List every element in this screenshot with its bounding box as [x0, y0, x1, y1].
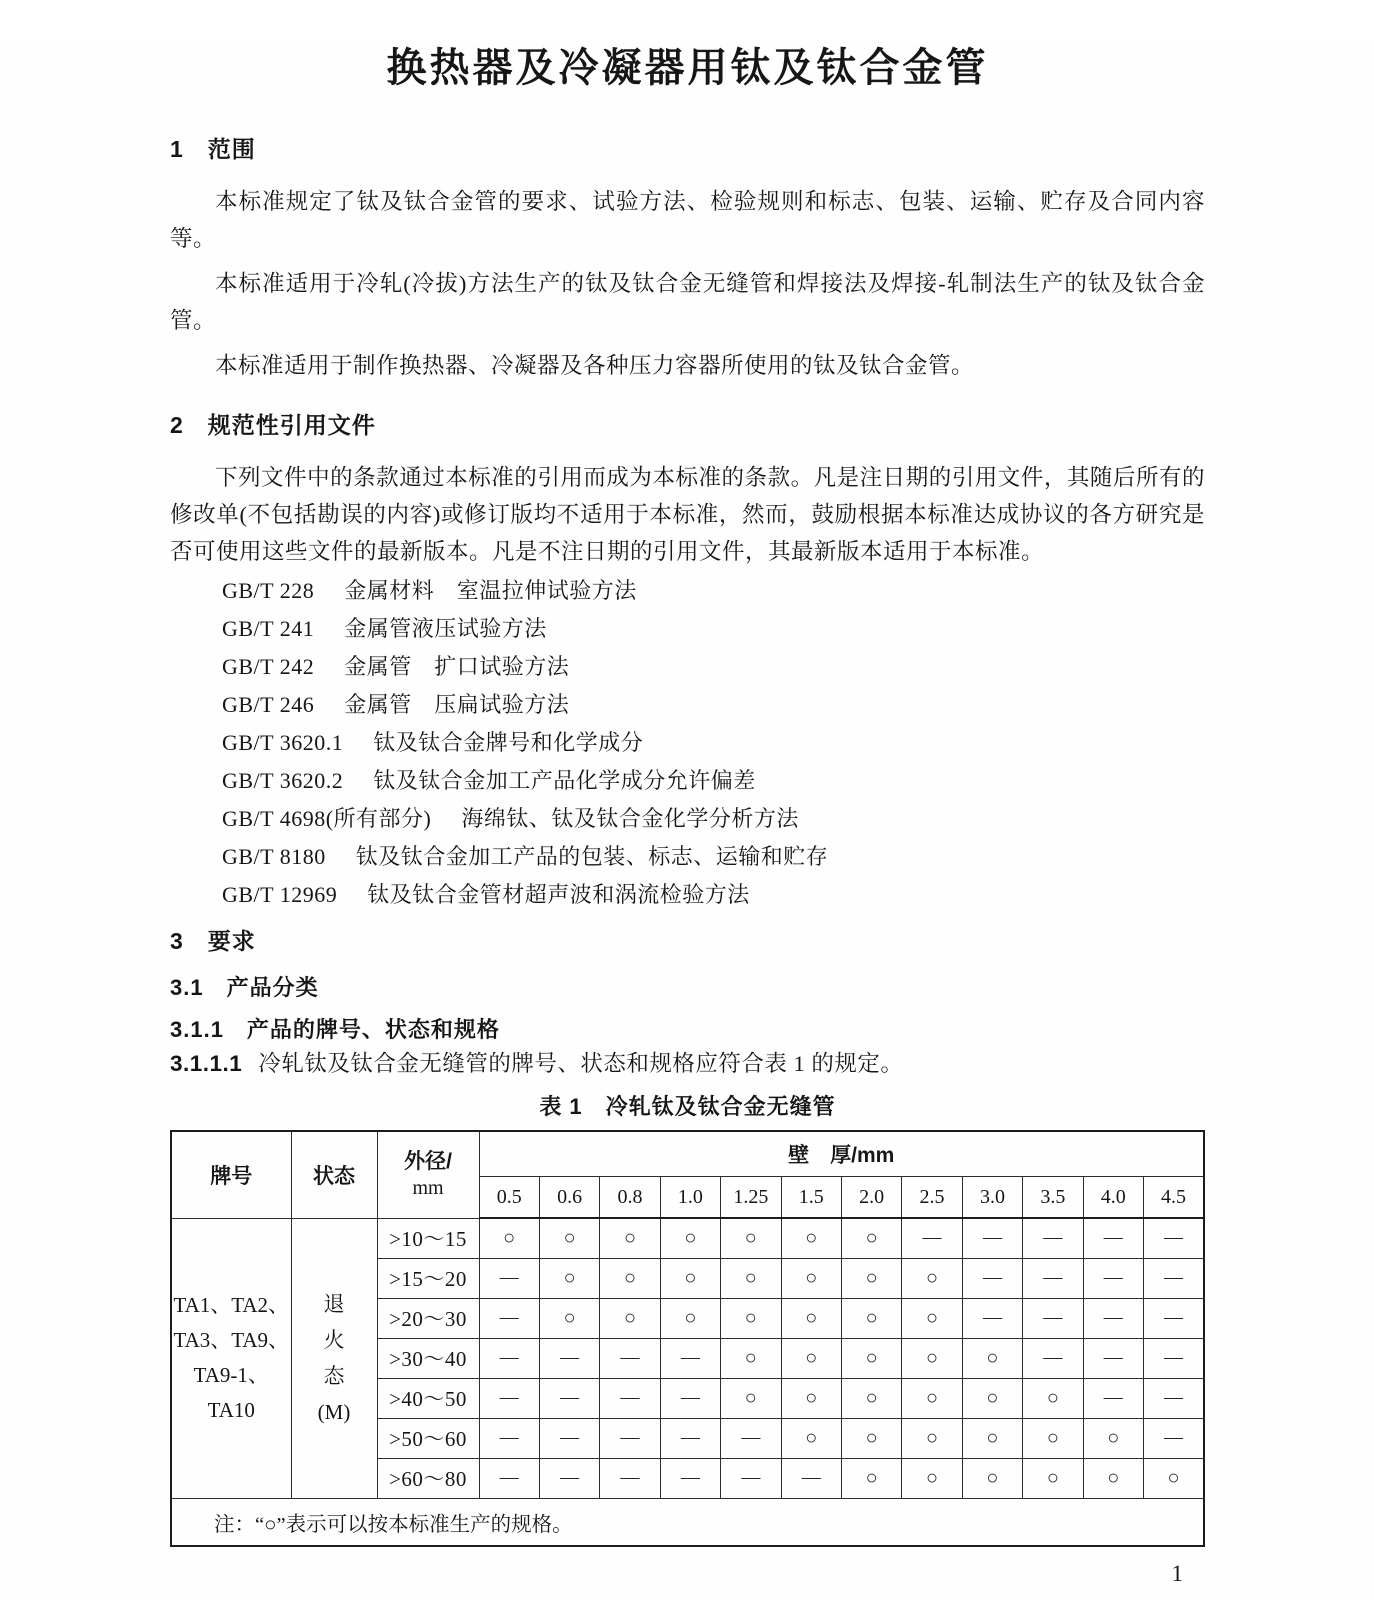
unavailable-mark-cell: — [1143, 1298, 1204, 1338]
available-mark-cell: ○ [600, 1218, 660, 1258]
od-range-cell: >50～60 [377, 1418, 479, 1458]
od-range-cell: >20～30 [377, 1298, 479, 1338]
unavailable-mark-cell: — [902, 1218, 962, 1258]
section-3-1-heading: 3.1 产品分类 [170, 975, 319, 1000]
thickness-column-header: 1.0 [660, 1177, 720, 1219]
thickness-column-header: 4.5 [1143, 1177, 1204, 1219]
od-range-cell: >30～40 [377, 1338, 479, 1378]
available-mark-cell: ○ [841, 1298, 901, 1338]
available-mark-cell: ○ [660, 1218, 720, 1258]
reference-title: 金属管液压试验方法 [344, 616, 547, 641]
available-mark-cell: ○ [660, 1258, 720, 1298]
table-1-body [171, 1218, 1204, 1498]
thickness-column-header: 2.0 [841, 1177, 901, 1219]
reference-title: 钛及钛合金加工产品的包装、标志、运输和贮存 [355, 844, 829, 869]
available-mark-cell: ○ [962, 1418, 1022, 1458]
unavailable-mark-cell: — [479, 1418, 539, 1458]
page-content [170, 42, 1205, 1589]
unavailable-mark-cell: — [539, 1458, 599, 1498]
available-mark-cell: ○ [781, 1338, 841, 1378]
unavailable-mark-cell: — [660, 1418, 720, 1458]
available-mark-cell: ○ [600, 1298, 660, 1338]
table-1 [170, 1130, 1205, 1547]
available-mark-cell: ○ [781, 1218, 841, 1258]
available-mark-cell: ○ [781, 1258, 841, 1298]
section-1-heading: 1 范围 [170, 136, 256, 162]
unavailable-mark-cell: — [479, 1378, 539, 1418]
unavailable-mark-cell: — [1143, 1418, 1204, 1458]
od-range-cell: >60～80 [377, 1458, 479, 1498]
thickness-column-header: 1.5 [781, 1177, 841, 1219]
available-mark-cell: ○ [600, 1258, 660, 1298]
reference-title: 金属管 压扁试验方法 [344, 692, 570, 717]
reference-code: GB/T 12969 [222, 882, 338, 907]
unavailable-mark-cell: — [1083, 1218, 1143, 1258]
unavailable-mark-cell: — [1083, 1338, 1143, 1378]
available-mark-cell: ○ [902, 1258, 962, 1298]
available-mark-cell: ○ [660, 1298, 720, 1338]
available-mark-cell: ○ [721, 1298, 781, 1338]
unavailable-mark-cell: — [600, 1338, 660, 1378]
reference-title: 钛及钛合金牌号和化学成分 [373, 730, 644, 755]
scope-paragraph-2: 本标准适用于冷轧(冷拔)方法生产的钛及钛合金无缝管和焊接法及焊接-轧制法生产的钛及钛合金管。 [170, 271, 1205, 333]
table-1-caption: 表 1 冷轧钛及钛合金无缝管 [539, 1094, 836, 1119]
reference-title: 海绵钛、钛及钛合金化学分析方法 [461, 806, 799, 831]
reference-item [222, 572, 1205, 610]
unavailable-mark-cell: — [1023, 1298, 1083, 1338]
available-mark-cell: ○ [841, 1338, 901, 1378]
table-note-row [171, 1498, 1204, 1546]
reference-item [222, 838, 1205, 876]
reference-code: GB/T 242 [222, 654, 315, 679]
available-mark-cell: ○ [841, 1458, 901, 1498]
unavailable-mark-cell: — [1143, 1378, 1204, 1418]
grade-column-header: 牌号 [171, 1131, 291, 1218]
available-mark-cell: ○ [1083, 1418, 1143, 1458]
reference-title: 钛及钛合金加工产品化学成分允许偏差 [373, 768, 756, 793]
available-mark-cell: ○ [1023, 1418, 1083, 1458]
state-column-header: 状态 [291, 1131, 377, 1218]
document-title: 换热器及冷凝器用钛及钛合金管 [386, 46, 989, 90]
unavailable-mark-cell: — [539, 1378, 599, 1418]
unavailable-mark-cell: — [962, 1218, 1022, 1258]
reference-item [222, 648, 1205, 686]
thickness-column-header: 3.5 [1023, 1177, 1083, 1219]
thickness-column-header: 3.0 [962, 1177, 1022, 1219]
grade-cell: TA1、TA2、 TA3、TA9、 TA9-1、 TA10 [171, 1218, 291, 1498]
available-mark-cell: ○ [962, 1338, 1022, 1378]
clause-3-1-1-1 [170, 1045, 1205, 1082]
unavailable-mark-cell: — [962, 1258, 1022, 1298]
reference-item [222, 724, 1205, 762]
available-mark-cell: ○ [539, 1218, 599, 1258]
thickness-column-header: 0.6 [539, 1177, 599, 1219]
unavailable-mark-cell: — [539, 1338, 599, 1378]
available-mark-cell: ○ [902, 1298, 962, 1338]
reference-item [222, 762, 1205, 800]
clause-number: 3.1.1.1 [170, 1051, 243, 1076]
reference-title: 金属材料 室温拉伸试验方法 [344, 578, 637, 603]
unavailable-mark-cell: — [1023, 1338, 1083, 1378]
reference-code: GB/T 241 [222, 616, 315, 641]
available-mark-cell: ○ [902, 1418, 962, 1458]
unavailable-mark-cell: — [1023, 1258, 1083, 1298]
available-mark-cell: ○ [1023, 1378, 1083, 1418]
section-3-heading: 3 要求 [170, 928, 256, 954]
document-page [0, 42, 1374, 1600]
table-row [171, 1218, 1204, 1258]
available-mark-cell: ○ [721, 1338, 781, 1378]
available-mark-cell: ○ [781, 1378, 841, 1418]
reference-title: 金属管 扩口试验方法 [344, 654, 570, 679]
section-3-1-1-heading: 3.1.1 产品的牌号、状态和规格 [170, 1017, 500, 1042]
unavailable-mark-cell: — [600, 1378, 660, 1418]
unavailable-mark-cell: — [660, 1458, 720, 1498]
unavailable-mark-cell: — [479, 1298, 539, 1338]
reference-item [222, 610, 1205, 648]
reference-code: GB/T 3620.1 [222, 730, 344, 755]
reference-code: GB/T 8180 [222, 844, 326, 869]
outer-diameter-column-header [377, 1131, 479, 1218]
state-cell: 退 火 态 (M) [291, 1218, 377, 1498]
available-mark-cell: ○ [962, 1378, 1022, 1418]
unavailable-mark-cell: — [1143, 1338, 1204, 1378]
unavailable-mark-cell: — [1143, 1218, 1204, 1258]
available-mark-cell: ○ [1023, 1458, 1083, 1498]
table-1-header [171, 1131, 1204, 1218]
reference-code: GB/T 3620.2 [222, 768, 344, 793]
reference-item [222, 876, 1205, 914]
available-mark-cell: ○ [841, 1418, 901, 1458]
unavailable-mark-cell: — [479, 1458, 539, 1498]
unavailable-mark-cell: — [660, 1378, 720, 1418]
outer-diameter-label: 外径/ [404, 1149, 452, 1173]
unavailable-mark-cell: — [660, 1338, 720, 1378]
available-mark-cell: ○ [841, 1218, 901, 1258]
unavailable-mark-cell: — [1143, 1258, 1204, 1298]
available-mark-cell: ○ [781, 1418, 841, 1458]
section-2-heading: 2 规范性引用文件 [170, 412, 376, 438]
wall-thickness-header: 壁 厚/mm [479, 1131, 1204, 1177]
available-mark-cell: ○ [539, 1258, 599, 1298]
available-mark-cell: ○ [721, 1258, 781, 1298]
available-mark-cell: ○ [1143, 1458, 1204, 1498]
available-mark-cell: ○ [902, 1378, 962, 1418]
available-mark-cell: ○ [841, 1378, 901, 1418]
thickness-column-header: 1.25 [721, 1177, 781, 1219]
available-mark-cell: ○ [479, 1218, 539, 1258]
reference-title: 钛及钛合金管材超声波和涡流检验方法 [367, 882, 750, 907]
thickness-column-header: 2.5 [902, 1177, 962, 1219]
od-range-cell: >10～15 [377, 1218, 479, 1258]
reference-code: GB/T 228 [222, 578, 315, 603]
available-mark-cell: ○ [539, 1298, 599, 1338]
unavailable-mark-cell: — [721, 1458, 781, 1498]
available-mark-cell: ○ [841, 1258, 901, 1298]
reference-code: GB/T 4698(所有部分) [222, 806, 432, 831]
reference-item [222, 800, 1205, 838]
unavailable-mark-cell: — [479, 1258, 539, 1298]
references-intro-paragraph: 下列文件中的条款通过本标准的引用而成为本标准的条款。凡是注日期的引用文件，其随后所有的修改单(不包括勘误的内容)或修订版均不适用于本标准，然而，鼓励根据本标准达成协议的各方研究是否可使用这些文件的最新版本。凡是不注日期的引用文件，其最新版本适用于本标准。 [170, 465, 1205, 564]
unavailable-mark-cell: — [479, 1338, 539, 1378]
available-mark-cell: ○ [1083, 1458, 1143, 1498]
unavailable-mark-cell: — [721, 1418, 781, 1458]
outer-diameter-unit: mm [412, 1176, 444, 1199]
od-range-cell: >40～50 [377, 1378, 479, 1418]
thickness-column-header: 4.0 [1083, 1177, 1143, 1219]
thickness-column-header: 0.5 [479, 1177, 539, 1219]
available-mark-cell: ○ [902, 1458, 962, 1498]
table-header-row-1 [171, 1131, 1204, 1177]
available-mark-cell: ○ [721, 1378, 781, 1418]
unavailable-mark-cell: — [962, 1298, 1022, 1338]
reference-item [222, 686, 1205, 724]
reference-code: GB/T 246 [222, 692, 315, 717]
unavailable-mark-cell: — [1083, 1378, 1143, 1418]
unavailable-mark-cell: — [600, 1458, 660, 1498]
available-mark-cell: ○ [902, 1338, 962, 1378]
available-mark-cell: ○ [721, 1218, 781, 1258]
unavailable-mark-cell: — [539, 1418, 599, 1458]
available-mark-cell: ○ [781, 1298, 841, 1338]
unavailable-mark-cell: — [600, 1418, 660, 1458]
unavailable-mark-cell: — [781, 1458, 841, 1498]
references-list [222, 572, 1205, 914]
clause-text: 冷轧钛及钛合金无缝管的牌号、状态和规格应符合表 1 的规定。 [258, 1051, 904, 1076]
unavailable-mark-cell: — [1083, 1258, 1143, 1298]
unavailable-mark-cell: — [1023, 1218, 1083, 1258]
od-range-cell: >15～20 [377, 1258, 479, 1298]
scope-paragraph-1: 本标准规定了钛及钛合金管的要求、试验方法、检验规则和标志、包装、运输、贮存及合同内容等。 [170, 189, 1205, 251]
page-number: 1 [1171, 1560, 1183, 1586]
table-1-footer [171, 1498, 1204, 1546]
unavailable-mark-cell: — [1083, 1298, 1143, 1338]
table-note: 注：“○”表示可以按本标准生产的规格。 [171, 1498, 1204, 1546]
available-mark-cell: ○ [962, 1458, 1022, 1498]
thickness-column-header: 0.8 [600, 1177, 660, 1219]
scope-paragraph-3: 本标准适用于制作换热器、冷凝器及各种压力容器所使用的钛及钛合金管。 [215, 353, 975, 378]
